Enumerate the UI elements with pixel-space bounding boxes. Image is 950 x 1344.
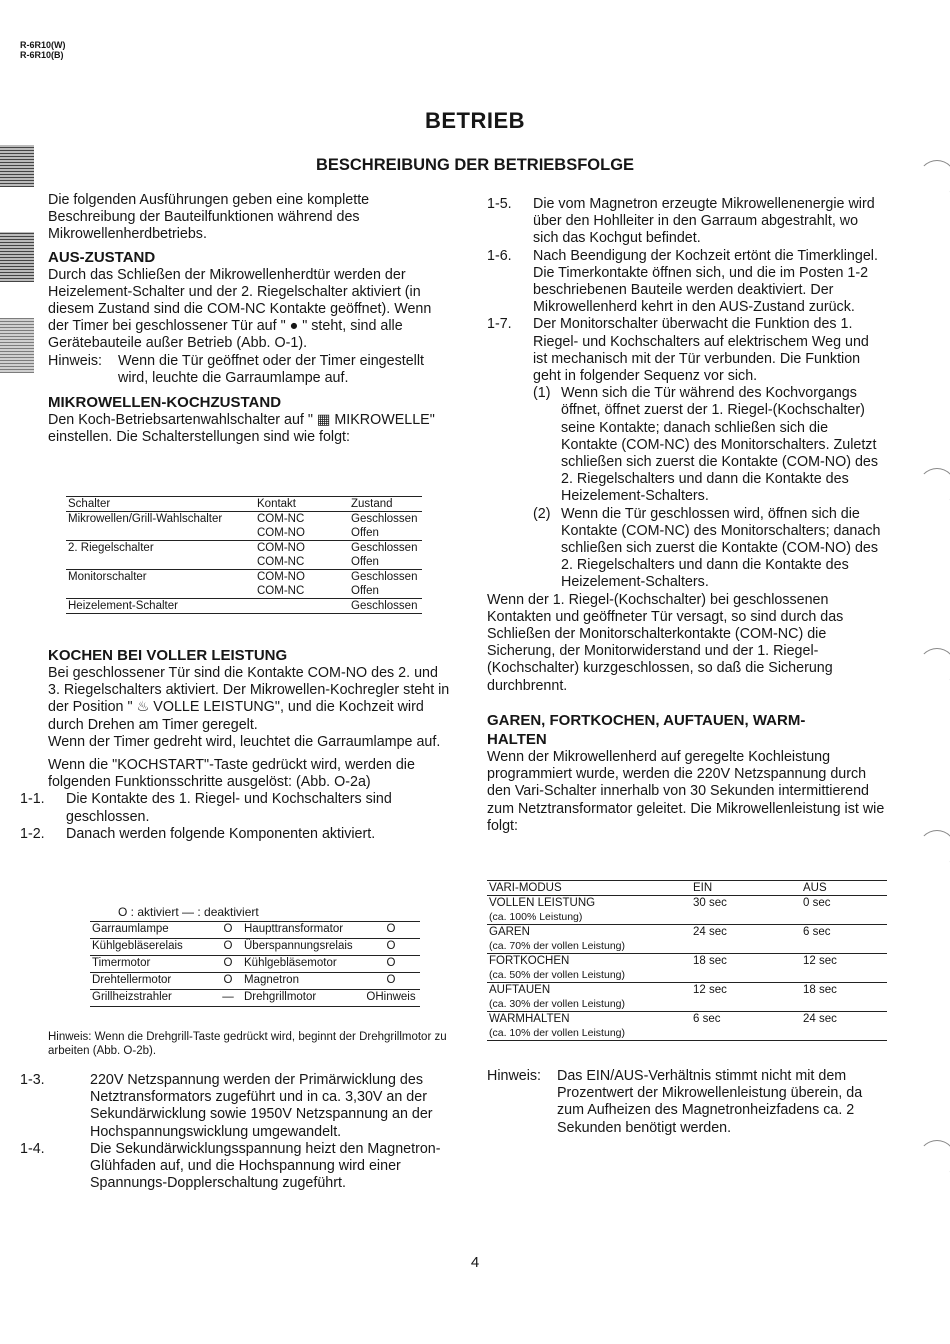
- table-header-row: [487, 881, 887, 896]
- table-cell: [487, 925, 681, 954]
- aus-heading: AUS-ZUSTAND: [48, 248, 156, 266]
- step-number: 1-1.: [20, 791, 45, 808]
- legend-row: [90, 905, 420, 922]
- table-cell: Drehtellermotor: [90, 973, 214, 990]
- table-cell: [487, 896, 681, 925]
- table-header-row: [66, 497, 422, 512]
- table-cell: [255, 599, 349, 614]
- mode-note: (ca. 50% der vollen Leistung): [489, 969, 625, 981]
- table-row: [487, 1012, 887, 1041]
- table-row: [66, 584, 422, 599]
- table-cell: Geschlossen: [351, 542, 418, 554]
- table-row: [487, 896, 887, 925]
- table-cell: O: [214, 973, 242, 990]
- intro-text: Die folgenden Ausführungen geben eine komplette Beschreibung der Bauteilfunktionen während des Mikrowellenherdbetriebs.: [48, 192, 370, 243]
- table-cell: 12 sec: [795, 954, 887, 983]
- voll-heading: KOCHEN BEI VOLLER LEISTUNG: [48, 647, 288, 664]
- table-cell: Kühlgebläsemotor: [242, 956, 362, 973]
- step-item: [487, 248, 887, 317]
- hinweis-text: Das EIN/AUS-Verhältnis stimmt nicht mit dem Prozentwert der Mikrowellenleistung überein, da zum Aufheizen des Magnetronheizfadens ca. 2 Sekunden benötigt werden.: [557, 1068, 863, 1136]
- table-cell: Offen: [349, 526, 422, 541]
- table-cell: Geschlossen: [351, 571, 418, 583]
- step-number: 1-4.: [20, 1140, 45, 1157]
- component-note: Hinweis: Wenn die Drehgrill-Taste gedrückt wird, beginnt der Drehgrillmotor zu arbeiten (Abb. O-2b).: [48, 1031, 447, 1057]
- binder-hole-mark: [918, 160, 950, 198]
- table-cell: Heizelement-Schalter: [66, 599, 255, 614]
- hinweis-text: Wenn die Tür geöffnet oder der Timer eingestellt wird, leuchte die Garraumlampe auf.: [118, 352, 424, 386]
- binder-hole-mark: [918, 830, 950, 868]
- table-cell: Geschlossen: [351, 513, 418, 525]
- table-row: [90, 990, 420, 1007]
- table-cell: Timermotor: [90, 956, 214, 973]
- steps-b: [20, 1072, 452, 1192]
- table-cell: 24 sec: [795, 1012, 887, 1041]
- voll-text: Wenn der Timer gedreht wird, leuchtet die Garraumlampe auf.: [48, 733, 441, 750]
- table-cell: Offen: [349, 555, 422, 570]
- step-text: Die Sekundärwicklungsspannung heizt den Magnetron-Glühfaden auf, und die Hochspannung wird einer Spannungs-Dopplerschaltung zugeführt.: [90, 1140, 441, 1192]
- table-cell: OHinweis: [362, 990, 420, 1007]
- legend: O : aktiviert — : deaktiviert: [90, 905, 420, 922]
- mode-name: GAREN: [489, 926, 530, 938]
- table-cell: 6 sec: [681, 1012, 795, 1041]
- table-row: [66, 526, 422, 541]
- table-cell: Kühlgebläserelais: [90, 939, 214, 956]
- table-cell: Drehgrillmotor: [242, 990, 362, 1007]
- step-item: [20, 1141, 452, 1193]
- table-cell: [487, 954, 681, 983]
- mode-name: AUFTAUEN: [489, 984, 551, 996]
- model-number: [20, 40, 66, 60]
- table-cell: Garraumlampe: [90, 922, 214, 939]
- table-cell: COM-NO: [257, 542, 305, 554]
- mode-note: (ca. 30% der vollen Leistung): [489, 998, 625, 1010]
- garen-text: Wenn der Mikrowellenherd auf geregelte Kochleistung programmiert wurde, werden die 220V Netzspannung durch den Vari-Schalter innerhalb von 30 Sekunden intermittierend zum Netztransformator geleitet. Die Mikrowellenleistung ist wie folgt:: [487, 748, 885, 834]
- table-row: [90, 973, 420, 990]
- page-number: 4: [470, 1254, 480, 1271]
- step-item: [487, 316, 887, 385]
- table-cell: 24 sec: [681, 925, 795, 954]
- table-cell: [487, 1012, 681, 1041]
- table-cell: Grillheizstrahler: [90, 990, 214, 1007]
- step-text: 220V Netzspannung werden der Primärwicklung des Netztransformators zugeführt und in ca. 3,30V an der Sekundärwicklung sowie 1950V Netzspannung an der Hochspannungswicklung umgewandelt.: [90, 1072, 433, 1140]
- table-row: [90, 922, 420, 939]
- table-cell: O: [362, 956, 420, 973]
- scan-artifact: [0, 145, 34, 187]
- binder-hole-mark: [918, 1140, 950, 1178]
- table-row: [66, 512, 422, 527]
- table-header: Zustand: [349, 497, 422, 512]
- mode-name: WARMHALTEN: [489, 1013, 570, 1025]
- binder-hole-mark: [918, 468, 950, 506]
- substep-number: (2): [533, 505, 551, 522]
- table-cell: Mikrowellen/Grill-Wahlschalter: [68, 513, 223, 525]
- table-cell: Monitorschalter: [68, 571, 147, 583]
- table-header: Kontakt: [255, 497, 349, 512]
- table-row: [90, 939, 420, 956]
- table-cell: 2. Riegelschalter: [68, 542, 154, 554]
- component-table: [90, 905, 420, 1007]
- mw-text: Den Koch-Betriebsartenwahlschalter auf " ▦ MIKROWELLE" einstellen. Die Schalterstellungen sind wie folgt:: [48, 412, 435, 446]
- table-cell: 18 sec: [681, 954, 795, 983]
- step-item: [20, 826, 452, 843]
- table-cell: 0 sec: [795, 896, 887, 925]
- substep-text: Wenn sich die Tür während des Kochvorgangs öffnet, öffnet zuerst der 1. Riegel-(Kochschalter) seine Kontakte; danach schließen sich die Kontakte (COM-NC) des Monitorschalters. Zuletzt schließen sich zuerst die Kontakte (COM-NO) des 2. Riegelschalters und dann die Kontakte des Heizelement-Schalters.: [561, 385, 879, 505]
- substep-item: [487, 506, 887, 592]
- voll-text: Wenn die "KOCHSTART"-Taste gedrückt wird, werden die folgenden Funktionsschritte ausgelöst: (Abb. O-2a): [48, 757, 415, 791]
- substep-text: Wenn die Tür geschlossen wird, öffnen sich die Kontakte (COM-NC) des Monitorschalters; danach schließen sich zuerst die Kontakte (COM-NO) des 2. Riegelschalters und dann die Kontakte des Heizelement-Schalters.: [561, 505, 881, 591]
- garen-heading-cont: HALTEN: [487, 730, 547, 748]
- table-cell: COM-NO: [257, 571, 305, 583]
- mode-note: (ca. 100% Leistung): [489, 911, 583, 923]
- table-cell: 6 sec: [795, 925, 887, 954]
- model-number-white: R-6R10(W): [20, 40, 66, 50]
- step-item: [20, 791, 452, 825]
- aus-hinweis: [48, 353, 452, 387]
- table-cell: [66, 555, 255, 570]
- table-cell: 12 sec: [681, 983, 795, 1012]
- hinweis-block: [487, 1068, 887, 1137]
- section-subtitle: BESCHREIBUNG DER BETRIEBSFOLGE: [315, 156, 635, 174]
- step-number: 1-6.: [487, 247, 512, 264]
- step-text: Danach werden folgende Komponenten aktiviert.: [66, 825, 376, 842]
- vari-table: [487, 880, 887, 1041]
- table-cell: [66, 526, 255, 541]
- step-number: 1-7.: [487, 316, 512, 333]
- step-text: Nach Beendigung der Kochzeit ertönt die Timerklingel. Die Timerkontakte öffnen sich, und die im Posten 1-2 beschriebenen Bauteile werden deaktiviert. Der Mikrowellenherd kehrt in den AUS-Zustand zurück.: [533, 247, 878, 316]
- table-row: [66, 555, 422, 570]
- right-column: [487, 196, 887, 835]
- table-cell: [487, 983, 681, 1012]
- mode-note: (ca. 10% der vollen Leistung): [489, 1027, 625, 1039]
- step-item: [20, 1072, 452, 1141]
- table-row: [66, 599, 422, 614]
- table-cell: Haupttransformator: [242, 922, 362, 939]
- step-number: 1-5.: [487, 196, 512, 212]
- step-text: Die vom Magnetron erzeugte Mikrowellenenergie wird über den Hohlleiter in den Garraum abgestrahlt, wo sich das Kochgut befindet.: [533, 196, 875, 247]
- table-row: [66, 570, 422, 585]
- step-text: Der Monitorschalter überwacht die Funktion des 1. Riegel- und Kochschalters auf elektrischem Weg und ist mechanisch mit der Tür verbunden. Die Funktion geht in folgender Sequenz vor sich.: [533, 316, 869, 385]
- fail-text: Wenn der 1. Riegel-(Kochschalter) bei geschlossenen Kontakten und geöffneter Tür versagt, so sind durch das Schließen der Monitorschalterkontakte (COM-NC) die Sicherung, der Monitorwiderstand und der 1. Riegel-(Kochschalter) kurzgeschlossen, so daß die Sicherung durchbrennt.: [487, 591, 844, 694]
- table-cell: COM-NO: [255, 526, 349, 541]
- mode-note: (ca. 70% der vollen Leistung): [489, 940, 625, 952]
- aus-text: Durch das Schließen der Mikrowellenherdtür werden der Heizelement-Schalter und der 2. Riegelschalter aktiviert (in diesem Zustand sind die COM-NC Kontakte geöffnet). Wenn der Timer bei geschlossener Tür auf " ● " steht, sind alle Gerätebauteile außer Betrieb (Abb. O-1).: [48, 266, 432, 352]
- table-cell: O: [214, 956, 242, 973]
- mode-name: FORTKOCHEN: [489, 955, 570, 967]
- table-cell: Magnetron: [242, 973, 362, 990]
- step-number: 1-2.: [20, 825, 45, 842]
- table-cell: O: [214, 939, 242, 956]
- mw-heading: MIKROWELLEN-KOCHZUSTAND: [48, 394, 282, 412]
- table-cell: [66, 584, 255, 599]
- table-cell: 18 sec: [795, 983, 887, 1012]
- hinweis-label: Hinweis:: [487, 1068, 542, 1084]
- table-cell: COM-NC: [255, 555, 349, 570]
- voll-text: Bei geschlossener Tür sind die Kontakte COM-NO des 2. und 3. Riegelschalters aktiviert. Der Mikrowellen-Kochregler steht in der Position " ♨ VOLLE LEISTUNG", und die Kochzeit wird durch Drehen am Timer geregelt.: [48, 665, 450, 733]
- table-header: EIN: [681, 881, 795, 896]
- scan-artifact: [0, 232, 34, 282]
- table-cell: Offen: [349, 584, 422, 599]
- model-number-black: R-6R10(B): [20, 50, 64, 60]
- table-cell: Überspannungsrelais: [242, 939, 362, 956]
- garen-heading: GAREN, FORTKOCHEN, AUFTAUEN, WARM-: [487, 711, 806, 729]
- hinweis-label: Hinweis:: [48, 352, 103, 369]
- table-cell: O: [362, 922, 420, 939]
- table-header: AUS: [795, 881, 887, 896]
- page-title: BETRIEB: [424, 108, 526, 133]
- substep-number: (1): [533, 385, 551, 402]
- mode-name: VOLLEN LEISTUNG: [489, 897, 596, 909]
- table-cell: O: [362, 939, 420, 956]
- table-cell: COM-NC: [257, 513, 305, 525]
- table-cell: —: [214, 990, 242, 1007]
- table-cell: COM-NC: [255, 584, 349, 599]
- table-header: Schalter: [66, 497, 255, 512]
- table-header: VARI-MODUS: [487, 881, 681, 896]
- switch-table: [66, 496, 422, 614]
- table-cell: 30 sec: [681, 896, 795, 925]
- binder-hole-mark: [918, 648, 950, 686]
- table-row: [90, 956, 420, 973]
- step-text: Die Kontakte des 1. Riegel- und Kochschalters sind geschlossen.: [66, 791, 392, 825]
- table-row: [487, 954, 887, 983]
- left-column: [48, 192, 452, 446]
- table-row: [66, 541, 422, 556]
- table-cell: O: [362, 973, 420, 990]
- scan-artifact: [0, 318, 34, 373]
- step-item: [487, 196, 887, 248]
- vari-hinweis: [487, 1068, 887, 1137]
- step-number: 1-3.: [20, 1072, 45, 1088]
- voll-section: [20, 646, 452, 843]
- table-row: [487, 925, 887, 954]
- table-cell: O: [214, 922, 242, 939]
- table-row: [487, 983, 887, 1012]
- substep-item: [487, 385, 887, 505]
- table-cell: Geschlossen: [349, 599, 422, 614]
